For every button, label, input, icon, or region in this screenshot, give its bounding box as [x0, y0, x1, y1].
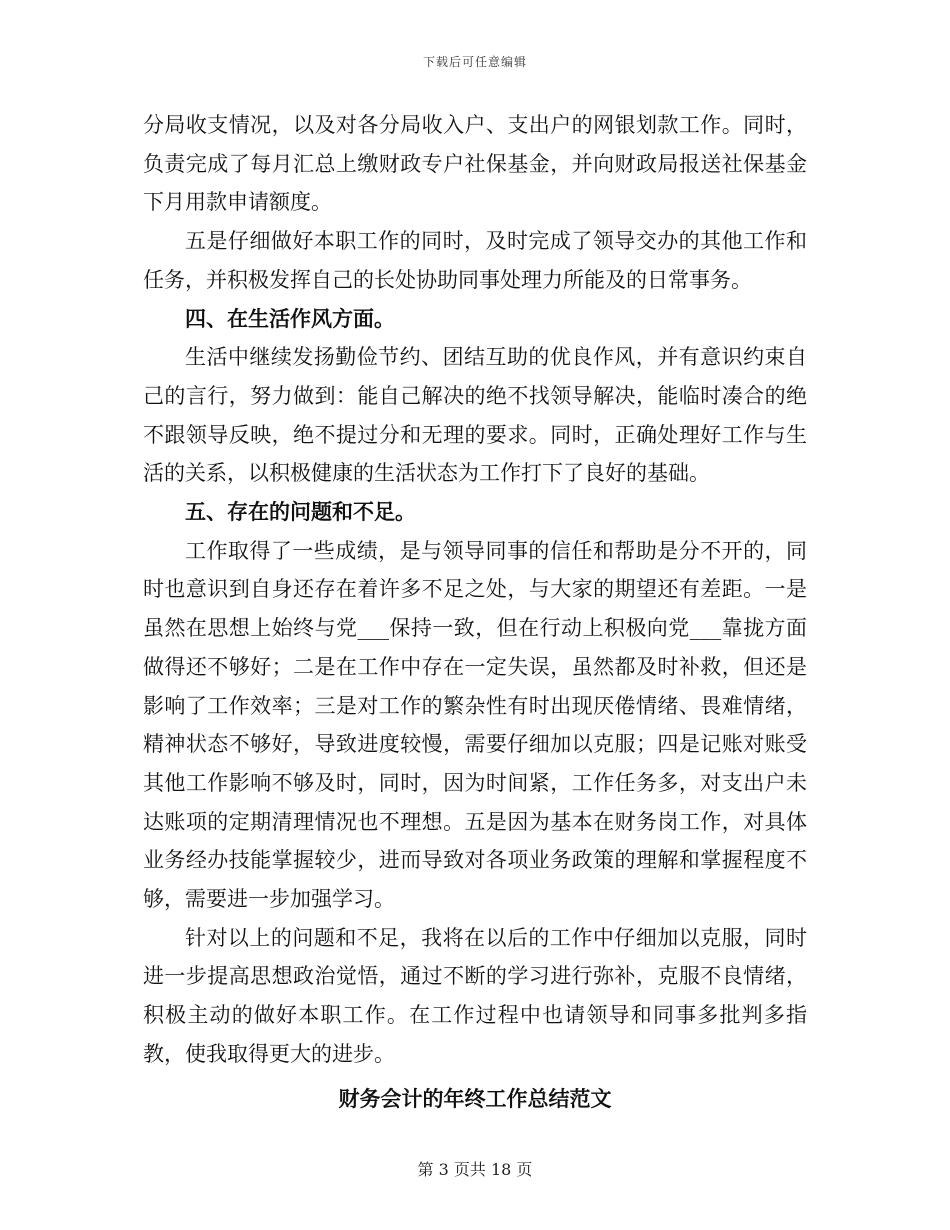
paragraph-fifth-task: 五是仔细做好本职工作的同时，及时完成了领导交办的其他工作和任务，并积极发挥自己的长处协助同事处理力所能及的日常事务。 — [143, 229, 807, 292]
document-body — [143, 106, 807, 1118]
page-footer: 第 3 页共 18 页 — [417, 1160, 533, 1179]
paragraph-improvement: 针对以上的问题和不足，我将在以后的工作中仔细加以克服，同时进一步提高思想政治觉悟，通过不断的学习进行弥补，克服不良情绪，积极主动的做好本职工作。在工作过程中也请领导和同事多批判多指教，使我取得更大的进步。 — [143, 925, 807, 1066]
section-heading-lifestyle: 四、在生活作风方面。 — [185, 305, 395, 331]
paragraph-lifestyle: 生活中继续发扬勤俭节约、团结互助的优良作风，并有意识约束自己的言行，努力做到：能自己解决的绝不找领导解决，能临时凑合的绝不跟领导反映，绝不提过分和无理的要求。同时，正确处理好工作与生活的关系，以积极健康的生活状态为工作打下了良好的基础。 — [143, 345, 807, 486]
paragraph-continued: 分局收支情况，以及对各分局收入户、支出户的网银划款工作。同时，负责完成了每月汇总上缴财政专户社保基金，并向财政局报送社保基金下月用款申请额度。 — [143, 113, 807, 215]
paragraph-problems: 工作取得了一些成绩，是与领导同事的信任和帮助是分不开的，同时也意识到自身还存在着许多不足之处，与大家的期望还有差距。一是虽然在思想上始终与党___保持一致，但在行动上积极向党___靠拢方面做得还不够好；二是在工作中存在一定失误，虽然都及时补救，但还是影响了工作效率；三是对工作的繁杂性有时出现厌倦情绪、畏难情绪，精神状态不够好，导致进度较慢，需要仔细加以克服；四是记账对账受其他工作影响不够及时，同时，因为时间紧，工作任务多，对支出户未达账项的定期清理情况也不理想。五是因为基本在财务岗工作，对具体业务经办技能掌握较少，进而导致对各项业务政策的理解和掌握程度不够，需要进一步加强学习。 — [143, 538, 807, 912]
section-heading-problems: 五、存在的问题和不足。 — [185, 499, 416, 525]
page-header: 下载后可任意编辑 — [422, 55, 527, 69]
document-title: 财务会计的年终工作总结范文 — [338, 1085, 612, 1111]
